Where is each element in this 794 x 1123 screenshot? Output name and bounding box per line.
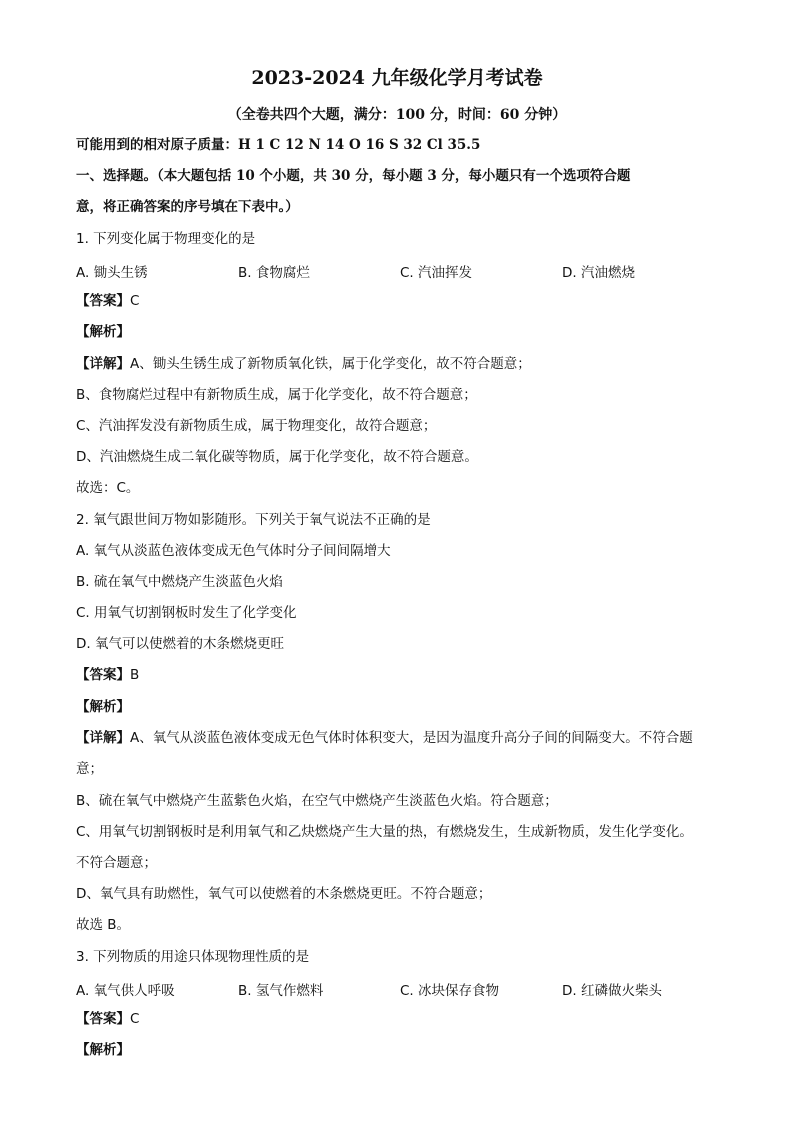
q3-option-c: C. 冰块保存食物 [400, 983, 500, 999]
q1-detail-a [76, 355, 531, 373]
section-heading-line1: 一、选择题。（本大题包括 10 个小题，共 30 分，每小题 3 分，每小题只有一个选项符合题 [76, 168, 631, 184]
q2-detail-a [76, 729, 693, 747]
exam-subtitle: （全卷共四个大题，满分：100 分，时间：60 分钟） [227, 107, 567, 123]
q1-option-c: C. 汽油挥发 [400, 265, 473, 281]
q2-option-d: D. 氧气可以使燃着的木条燃烧更旺 [76, 636, 284, 652]
detail-label: 【详解】 [76, 356, 130, 372]
q1-stem: 1. 下列变化属于物理变化的是 [76, 231, 256, 247]
analysis-label: 【解析】 [76, 324, 130, 340]
q3-option-d: D. 红磷做火柴头 [562, 983, 662, 999]
q1-option-d: D. 汽油燃烧 [562, 265, 635, 281]
detail-label: 【详解】 [76, 730, 130, 746]
q3-analysis [76, 1041, 130, 1059]
analysis-label: 【解析】 [76, 699, 130, 715]
q2-analysis [76, 698, 130, 716]
q2-detail-c-cont: 不符合题意； [76, 855, 157, 871]
q1-analysis [76, 323, 130, 341]
q2-conclusion: 故选 B。 [76, 917, 131, 933]
q1-option-a: A. 锄头生锈 [76, 265, 148, 281]
q2-stem: 2. 氧气跟世间万物如影随形。下列关于氧气说法不正确的是 [76, 512, 431, 528]
exam-title: 2023-2024 九年级化学月考试卷 [251, 67, 543, 89]
analysis-label: 【解析】 [76, 1042, 130, 1058]
q3-option-b: B. 氢气作燃料 [238, 983, 324, 999]
q1-detail-b: B、食物腐烂过程中有新物质生成，属于化学变化，故不符合题意； [76, 387, 477, 403]
q3-stem: 3. 下列物质的用途只体现物理性质的是 [76, 949, 310, 965]
q1-answer [76, 292, 139, 310]
q2-option-b: B. 硫在氧气中燃烧产生淡蓝色火焰 [76, 574, 283, 590]
q1-detail-d: D、汽油燃烧生成二氧化碳等物质，属于化学变化，故不符合题意。 [76, 449, 478, 465]
q2-detail-first: A、氧气从淡蓝色液体变成无色气体时体积变大，是因为温度升高分子间的间隔变大。不符合题 [130, 730, 693, 746]
q2-option-c: C. 用氧气切割钢板时发生了化学变化 [76, 605, 297, 621]
q2-detail-c: C、用氧气切割钢板时是利用氧气和乙炔燃烧产生大量的热，有燃烧发生，生成新物质，发生化学变化。 [76, 824, 693, 840]
q1-answer-value: C [130, 293, 140, 309]
q2-answer-value: B [130, 667, 140, 683]
q2-option-a: A. 氧气从淡蓝色液体变成无色气体时分子间间隔增大 [76, 543, 391, 559]
q1-detail-first: A、锄头生锈生成了新物质氧化铁，属于化学变化，故不符合题意； [130, 356, 531, 372]
q2-detail-d: D、氧气具有助燃性，氧气可以使燃着的木条燃烧更旺。不符合题意； [76, 886, 492, 902]
q3-answer-value: C [130, 1011, 140, 1027]
answer-label: 【答案】 [76, 667, 130, 683]
atomic-masses: 可能用到的相对原子质量：H 1 C 12 N 14 O 16 S 32 Cl 35.5 [76, 137, 481, 153]
answer-label: 【答案】 [76, 293, 130, 309]
q3-option-a: A. 氧气供人呼吸 [76, 983, 175, 999]
answer-label: 【答案】 [76, 1011, 130, 1027]
q2-detail-a-cont: 意； [76, 761, 103, 777]
q1-detail-c: C、汽油挥发没有新物质生成，属于物理变化，故符合题意； [76, 418, 437, 434]
q2-detail-b: B、硫在氧气中燃烧产生蓝紫色火焰，在空气中燃烧产生淡蓝色火焰。符合题意； [76, 793, 558, 809]
q2-answer [76, 666, 139, 684]
q1-conclusion: 故选：C。 [76, 480, 140, 496]
section-heading-line2: 意，将正确答案的序号填在下表中。） [76, 199, 299, 215]
q3-answer [76, 1010, 139, 1028]
q1-option-b: B. 食物腐烂 [238, 265, 310, 281]
